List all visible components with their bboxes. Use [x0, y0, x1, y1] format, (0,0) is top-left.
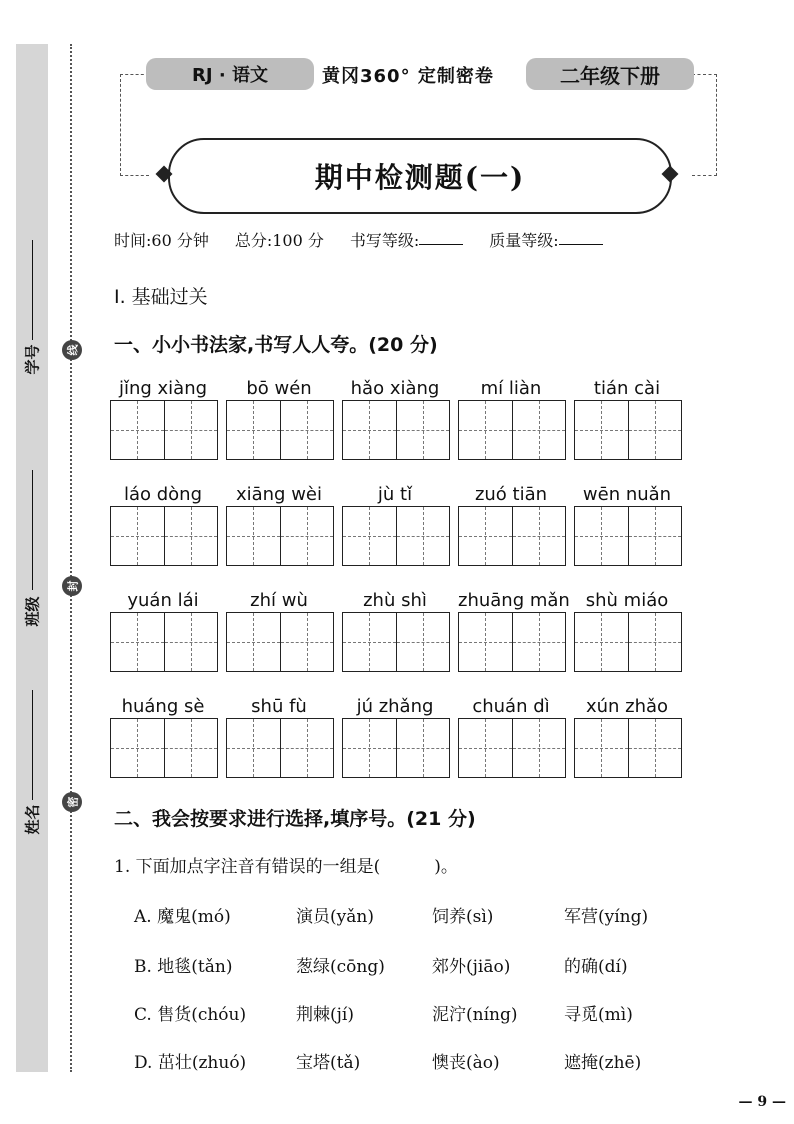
pinyin-prompt: jù tǐ [377, 484, 413, 505]
tianzige-cell[interactable] [629, 401, 682, 459]
option-word: 寻觅(mì) [564, 1005, 633, 1025]
class-label: 班级 [23, 596, 42, 627]
pinyin-prompt: zhí wù [250, 590, 308, 611]
pinyin-prompt: xiāng wèi [235, 484, 323, 505]
seal-dotted-line [70, 44, 72, 1072]
tianzige-cell[interactable] [165, 613, 218, 671]
name-label: 姓名 [23, 804, 42, 835]
class-blank[interactable] [32, 470, 33, 590]
seal-mi-mark: 密 [62, 792, 82, 812]
pinyin-prompt: jú zhǎng [356, 696, 434, 717]
writing-box-pair[interactable] [574, 612, 682, 672]
option-word: 懊丧(ào) [432, 1053, 500, 1073]
pinyin-prompt: bō wén [246, 378, 312, 399]
pinyin-prompt: mí liàn [480, 378, 542, 399]
question-1-text: 1. 下面加点字注音有错误的一组是( [114, 857, 381, 877]
writing-box-pair[interactable] [110, 718, 218, 778]
writing-box-pair[interactable] [226, 506, 334, 566]
tianzige-cell[interactable] [227, 507, 281, 565]
tianzige-cell[interactable] [513, 507, 566, 565]
option-word: A. 魔鬼(mó) [134, 907, 231, 927]
option-word: B. 地毯(tǎn) [134, 957, 233, 977]
option-word: 宝塔(tǎ) [296, 1053, 361, 1073]
writing-grade-blank[interactable] [419, 228, 463, 245]
option-word: 荆棘(jí) [296, 1005, 354, 1025]
seal-line-mark: 线 [62, 340, 82, 360]
pinyin-prompt: huáng sè [121, 696, 205, 717]
option-word: 遮掩(zhē) [564, 1053, 642, 1073]
pinyin-prompt: zhuāng mǎn [458, 590, 570, 611]
pinyin-prompt: xún zhǎo [585, 696, 669, 717]
tianzige-cell[interactable] [281, 507, 334, 565]
section2-title: 二、我会按要求进行选择,填序号。(21 分) [114, 808, 476, 830]
total-score-text: 总分:100 分 [234, 231, 324, 250]
writing-box-pair[interactable] [110, 400, 218, 460]
writing-box-pair[interactable] [574, 400, 682, 460]
tianzige-cell[interactable] [459, 719, 513, 777]
tianzige-cell[interactable] [111, 401, 165, 459]
tianzige-cell[interactable] [513, 719, 566, 777]
tianzige-cell[interactable] [343, 401, 397, 459]
writing-box-pair[interactable] [458, 718, 566, 778]
tianzige-cell[interactable] [227, 613, 281, 671]
pinyin-prompt: wēn nuǎn [582, 484, 672, 505]
pinyin-prompt: shū fù [251, 696, 307, 717]
writing-box-pair[interactable] [110, 506, 218, 566]
tianzige-cell[interactable] [513, 401, 566, 459]
writing-box-pair[interactable] [342, 718, 450, 778]
pinyin-prompt: hǎo xiàng [350, 378, 440, 399]
writing-box-pair[interactable] [458, 506, 566, 566]
tianzige-cell[interactable] [111, 613, 165, 671]
option-word: 的确(dí) [564, 957, 628, 977]
tianzige-cell[interactable] [629, 507, 682, 565]
tianzige-cell[interactable] [459, 613, 513, 671]
question-1 [114, 852, 458, 877]
tianzige-cell[interactable] [397, 719, 450, 777]
brand-text: 黄冈360° 定制密卷 [322, 66, 494, 87]
tianzige-cell[interactable] [281, 613, 334, 671]
tianzige-cell[interactable] [629, 613, 682, 671]
tianzige-cell[interactable] [227, 719, 281, 777]
question-1-end: )。 [434, 857, 458, 877]
writing-box-pair[interactable] [226, 400, 334, 460]
page-number: — 9 — [738, 1094, 786, 1110]
option-word: 郊外(jiāo) [432, 957, 511, 977]
name-blank[interactable] [32, 690, 33, 800]
time-text: 时间:60 分钟 [114, 231, 209, 250]
exam-meta [114, 228, 603, 251]
writing-box-pair[interactable] [574, 506, 682, 566]
pinyin-prompt: tián cài [593, 378, 661, 399]
pinyin-prompt: chuán dì [472, 696, 550, 717]
option-word: C. 售货(chóu) [134, 1005, 247, 1025]
writing-box-pair[interactable] [226, 612, 334, 672]
option-word: 演员(yǎn) [296, 907, 374, 927]
tianzige-cell[interactable] [397, 401, 450, 459]
pinyin-prompt: jǐng xiàng [118, 378, 208, 399]
grade-pill: 二年级下册 [526, 58, 694, 90]
tianzige-cell[interactable] [343, 719, 397, 777]
pinyin-prompt: shù miáo [585, 590, 669, 611]
tianzige-cell[interactable] [281, 719, 334, 777]
option-word: D. 茁壮(zhuó) [134, 1053, 247, 1073]
section1-title: 一、小小书法家,书写人人夸。(20 分) [114, 334, 438, 356]
tianzige-cell[interactable] [281, 401, 334, 459]
writing-box-pair[interactable] [458, 400, 566, 460]
writing-box-pair[interactable] [342, 506, 450, 566]
pinyin-prompt: láo dòng [123, 484, 203, 505]
tianzige-cell[interactable] [575, 401, 629, 459]
tianzige-cell[interactable] [397, 507, 450, 565]
tianzige-cell[interactable] [575, 719, 629, 777]
tianzige-cell[interactable] [513, 613, 566, 671]
tianzige-cell[interactable] [165, 507, 218, 565]
exam-title: 期中检测题(一) [168, 138, 672, 214]
writing-box-pair[interactable] [226, 718, 334, 778]
student-no-blank[interactable] [32, 240, 33, 340]
option-word: 军营(yíng) [564, 907, 649, 927]
tianzige-cell[interactable] [111, 507, 165, 565]
tianzige-cell[interactable] [343, 613, 397, 671]
part-title: Ⅰ. 基础过关 [114, 286, 208, 308]
quality-grade-blank[interactable] [559, 228, 603, 245]
tianzige-cell[interactable] [459, 507, 513, 565]
writing-box-pair[interactable] [110, 612, 218, 672]
subject-pill: RJ · 语文 [146, 58, 314, 90]
tianzige-cell[interactable] [165, 401, 218, 459]
seal-feng-mark: 封 [62, 576, 82, 596]
tianzige-cell[interactable] [575, 613, 629, 671]
writing-box-pair[interactable] [458, 612, 566, 672]
tianzige-cell[interactable] [165, 719, 218, 777]
option-word: 泥泞(níng) [432, 1005, 518, 1025]
writing-box-pair[interactable] [574, 718, 682, 778]
writing-grade-label: 书写等级: [349, 231, 420, 250]
tianzige-cell[interactable] [397, 613, 450, 671]
tianzige-cell[interactable] [343, 507, 397, 565]
pinyin-prompt: zuó tiān [474, 484, 548, 505]
option-word: 饲养(sì) [432, 907, 494, 927]
writing-box-pair[interactable] [342, 400, 450, 460]
student-no-label: 学号 [23, 344, 42, 375]
tianzige-cell[interactable] [629, 719, 682, 777]
header-dash-right [692, 74, 717, 176]
option-word: 葱绿(cōng) [296, 957, 385, 977]
header-dash-left [120, 74, 149, 176]
writing-box-pair[interactable] [342, 612, 450, 672]
quality-grade-label: 质量等级: [489, 231, 559, 250]
tianzige-cell[interactable] [459, 401, 513, 459]
pinyin-prompt: zhù shì [363, 590, 427, 611]
tianzige-cell[interactable] [575, 507, 629, 565]
pinyin-prompt: yuán lái [127, 590, 199, 611]
tianzige-cell[interactable] [111, 719, 165, 777]
tianzige-cell[interactable] [227, 401, 281, 459]
